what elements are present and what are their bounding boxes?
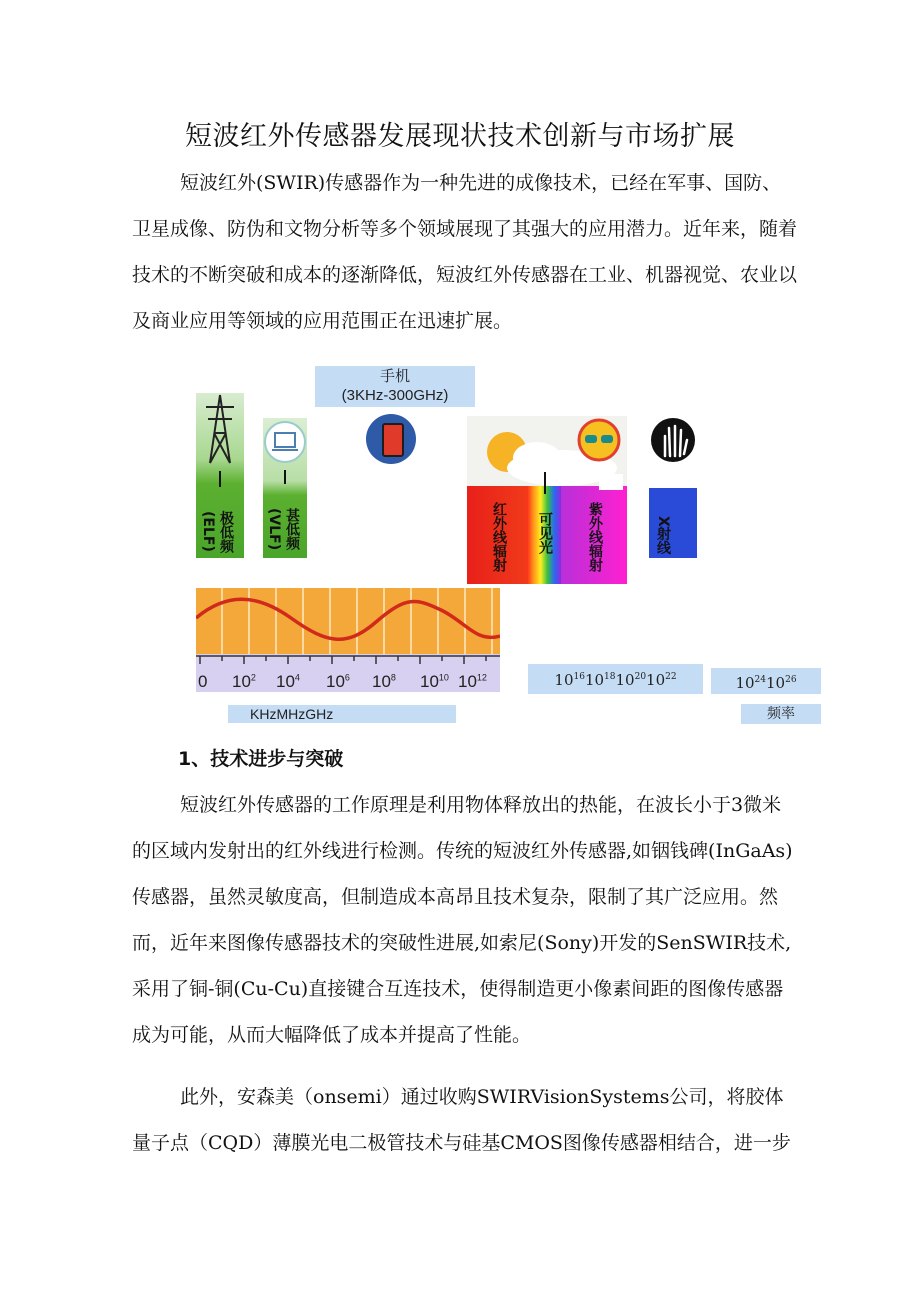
- wave-band: [196, 588, 500, 654]
- intro-paragraph: 短波红外(SWIR)传感器作为一种先进的成像技术，已经在军事、国防、卫星成像、防伪和文物分析等多个领域展现了其强大的应用潜力。近年来，随着技术的不断突破和成本的逐渐降低，短波红外传感器在工业、机器视觉、农业以及商业应用等领域的应用范围正在迅速扩展。: [132, 172, 798, 332]
- sunglasses-icon: [577, 418, 621, 462]
- visible-label: 可见光: [537, 512, 553, 554]
- sine-wave: [196, 588, 500, 654]
- body-paragraph-1: 短波红外传感器的工作原理是利用物体释放出的热能，在波长小于3微米的区域内发射出的红外线进行检测。传统的短波红外传感器,如铟钱碑(InGaAs)传感器，虽然灵敏度高，但制造成本高昂且技术复杂，限制了其广泛应用。然而，近年来图像传感器技术的突破性进展,如索尼(Sony)开发的SenSWIR技术,采用了铜-铜(Cu-Cu)直接键合互连技术，使得制造更小像素间距的图像传感器成为可能，从而大幅降低了成本并提高了性能。: [132, 794, 793, 1046]
- xray-column: [649, 416, 697, 558]
- tick-2: $10^2$: [232, 672, 256, 691]
- light-spectrum-block: [467, 416, 627, 584]
- tick-8: $10^8$: [372, 672, 396, 691]
- phone-label: 手机: [379, 368, 410, 385]
- high-ticks-box-2: $10^{24}10^{26}$: [711, 668, 821, 694]
- uv-label: 紫外线辐射: [587, 502, 603, 572]
- phone-label-box: [315, 366, 475, 407]
- page-title: 短波红外传感器发展现状技术创新与市场扩展: [185, 121, 735, 152]
- power-tower-icon: [196, 393, 244, 473]
- vlf-label: 甚低频(VLF): [266, 508, 300, 551]
- phone-range: (3KHz-300GHz): [341, 387, 449, 404]
- tick-6: $10^6$: [326, 672, 350, 691]
- xray-label: X射线: [655, 516, 671, 555]
- body-paragraph-2: 此外，安森美（onsemi）通过收购SWIRVisionSystems公司，将胶体量子点（CQD）薄膜光电二极管技术与硅基CMOS图像传感器相结合，进一步: [132, 1086, 791, 1154]
- elf-column: [196, 393, 244, 558]
- high-ticks-box-1: $10^{16}10^{18}10^{20}10^{22}$: [528, 664, 703, 694]
- tick-12: $10^{12}$: [458, 672, 487, 691]
- xray-hand-icon: [649, 416, 697, 464]
- frequency-axis: [196, 654, 500, 692]
- frequency-label: 频率: [741, 704, 821, 724]
- phone-icon: [366, 414, 416, 464]
- tick-0: 0: [198, 672, 208, 691]
- elf-label: 极低频(ELF): [200, 511, 234, 553]
- laptop-icon: [263, 420, 307, 464]
- section-heading: 1、技术进步与突破: [178, 748, 344, 770]
- units-label: KHzMHzGHz: [228, 705, 456, 723]
- vlf-column: [263, 418, 307, 558]
- axis-ticks: [196, 654, 500, 666]
- ir-label: 红外线辐射: [491, 502, 507, 572]
- tick-4: $10^4$: [276, 672, 300, 691]
- tick-10: $10^{10}$: [420, 672, 449, 691]
